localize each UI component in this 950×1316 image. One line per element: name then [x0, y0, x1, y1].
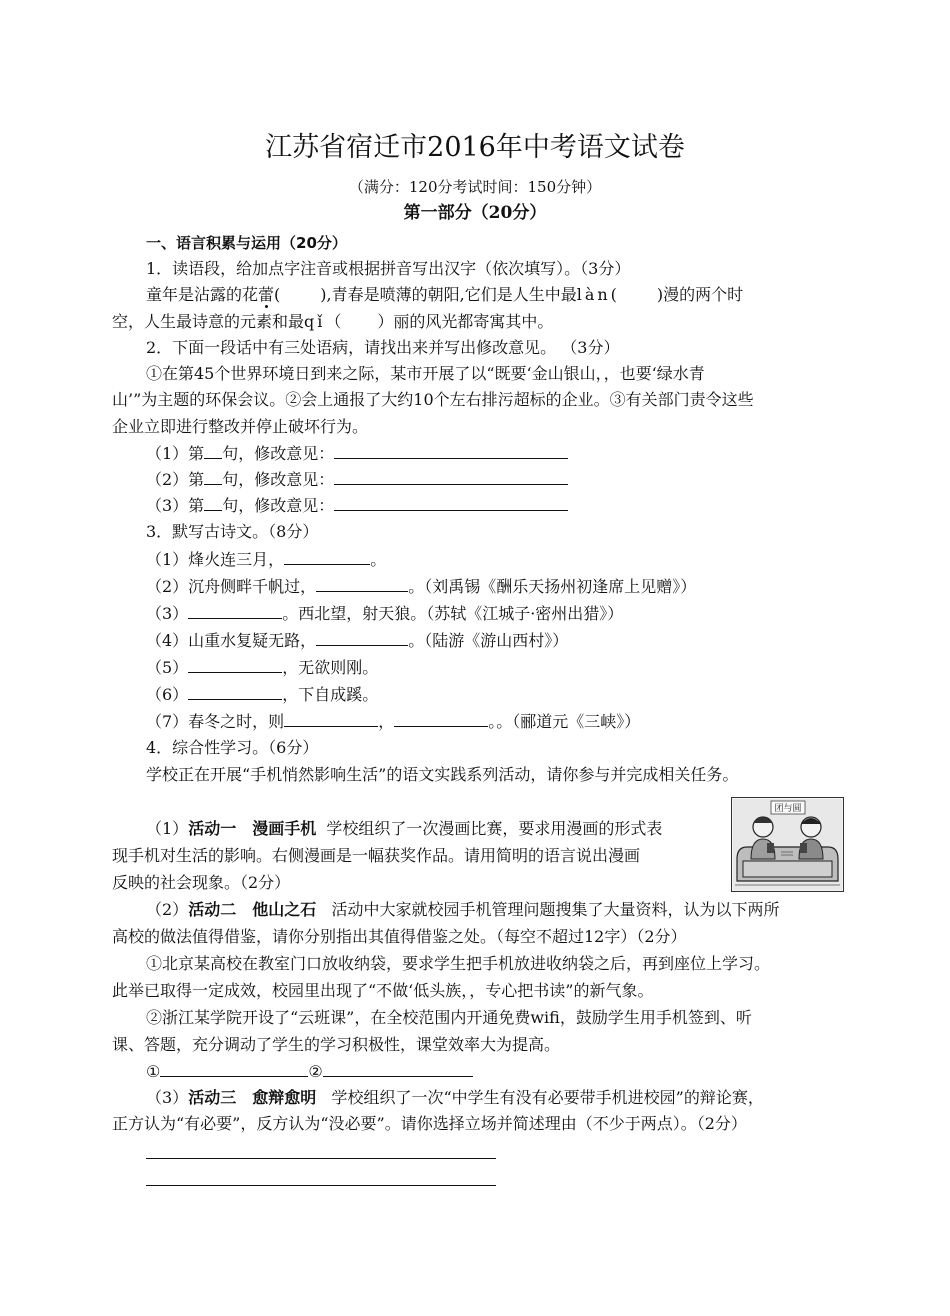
poem-text: ，无欲则刚。	[282, 658, 379, 677]
poem-text: （4）山重水复疑无路，	[146, 631, 317, 650]
poem-text: 。（刘禹锡《酬乐天扬州初逢席上见赠》）	[408, 577, 697, 596]
q3-prompt: 3．默写古诗文。（8分）	[146, 522, 319, 541]
poem-text: ，	[378, 712, 395, 731]
q2-prompt: 2．下面一段话中有三处语病，请找出来并写出修改意见。 （3分）	[146, 338, 620, 357]
poem-blank[interactable]	[394, 710, 488, 727]
activity-2-title: 活动二 他山之石	[188, 900, 317, 919]
revision-blank[interactable]	[334, 468, 568, 485]
q4-intro: 学校正在开展“手机悄然影响生活”的语文实践系列活动，请你参与并完成相关任务。	[146, 765, 739, 784]
answer-blank-2[interactable]	[323, 1060, 473, 1077]
poem-blank[interactable]	[316, 575, 408, 592]
case-2-line1: ②浙江某学院开设了“云班课”，在全校范围内开通免费wifi，鼓励学生用手机签到、听	[146, 1008, 752, 1027]
q1-paren-open: （	[325, 312, 342, 331]
poem-line-2	[146, 575, 696, 598]
sentence-number-blank[interactable]	[204, 442, 222, 459]
section-heading: 一、语言积累与运用（20分）	[146, 234, 347, 252]
poem-text: （7）春冬之时，则	[146, 712, 285, 731]
poem-blank[interactable]	[316, 629, 408, 646]
revision-blank[interactable]	[334, 494, 568, 511]
activity-text: 活动中大家就校园手机管理问题搜集了大量资料，认为以下两所	[331, 900, 780, 919]
q2-para-line: 山’”为主题的环保会议。②会上通报了大约10个左右排污超标的企业。③有关部门责令这些	[112, 390, 754, 409]
poem-text: ，下自成蹊。	[282, 685, 379, 704]
poem-text: （6）	[146, 685, 189, 704]
q1-text: ),青春是喷薄的朝阳,它们是人生中最	[320, 285, 577, 304]
case-2-line2: 课、答题，充分调动了学生的学习积极性，课堂效率大为提高。	[112, 1035, 561, 1054]
poem-line-7	[146, 710, 640, 733]
q1-text-line2	[112, 311, 553, 333]
answer-line[interactable]	[146, 1185, 496, 1186]
q1-paren-open: (	[610, 285, 617, 304]
poem-line-3	[146, 602, 623, 625]
q2-para-line: ①在第45个世界环境日到来之际，某市开展了以“既要‘金山银山，，也要‘绿水青	[146, 364, 705, 383]
case-1-line2: 此举已取得一定成效，校园里出现了“不做‘低头族，，专心把书读”的新气象。	[112, 981, 654, 1000]
poem-text: 。（陆游《游山西村》）	[408, 631, 569, 650]
activity-2-line2: 高校的做法值得借鉴，请你分别指出其值得借鉴之处。（每空不超过12字）（2分）	[112, 927, 687, 946]
poem-line-6	[146, 683, 378, 706]
poem-line-1	[146, 548, 386, 571]
q1-prompt: 1．读语段，给加点字注音或根据拼音写出汉字（依次填写）。（3分）	[146, 259, 631, 278]
q1-text: )漫的两个时	[656, 285, 744, 304]
activity-number: （3）	[146, 1088, 189, 1107]
activity-2-blanks	[146, 1060, 473, 1083]
activity-3-line1	[146, 1087, 764, 1109]
poem-text: 。	[370, 550, 387, 569]
activity-3-line2: 正方认为“有必要”，反方认为“没必要”。请你选择立场并简述理由（不少于两点）。（2分）	[112, 1114, 747, 1133]
q2-item-label: 句，修改意见：	[222, 444, 335, 463]
blank-label: ①	[146, 1062, 161, 1081]
poem-text: （5）	[146, 658, 189, 677]
activity-1-line1	[146, 818, 662, 840]
part-heading: 第一部分（20分）	[403, 203, 547, 223]
revision-blank[interactable]	[334, 442, 568, 459]
answer-line[interactable]	[146, 1158, 496, 1159]
q1-text: 童年是沾露的花	[146, 285, 259, 304]
poem-text: 。西北望，射天狼。（苏轼《江城子·密州出猎》）	[282, 604, 624, 623]
q1-text-line1	[146, 284, 743, 306]
q2-item-2	[146, 468, 568, 491]
poem-text: （2）沉舟侧畔千帆过，	[146, 577, 317, 596]
activity-1-title: 活动一 漫画手机	[188, 819, 317, 838]
activity-text: 学校组织了一次漫画比赛，要求用漫画的形式表	[326, 819, 663, 838]
poem-text: （1）烽火连三月，	[146, 550, 285, 569]
q1-text: ）丽的风光都寄寓其中。	[377, 312, 554, 331]
exam-info: （满分：120分考试时间：150分钟）	[348, 178, 602, 196]
q2-item-label: （1）第	[146, 444, 205, 463]
poem-blank[interactable]	[188, 656, 282, 673]
q2-item-label: （2）第	[146, 470, 205, 489]
activity-3-title: 活动三 愈辩愈明	[188, 1088, 317, 1107]
q2-item-label: 句，修改意见：	[222, 496, 335, 515]
dotted-char: 蕾	[258, 285, 275, 304]
q2-item-label: （3）第	[146, 496, 205, 515]
comic-image	[731, 797, 844, 892]
poem-line-5	[146, 656, 378, 679]
poem-blank[interactable]	[284, 548, 370, 565]
pinyin-2: qǐ	[304, 312, 326, 331]
poem-blank[interactable]	[188, 602, 282, 619]
sentence-number-blank[interactable]	[204, 494, 222, 511]
poem-blank[interactable]	[188, 683, 282, 700]
page-title: 江苏省宿迁市2016年中考语文试卷	[265, 132, 685, 163]
case-1-line1: ①北京某高校在教室门口放收纳袋，要求学生把手机放进收纳袋之后，再到座位上学习。	[146, 954, 771, 973]
q1-text: 空，人生最诗意的元素和最	[112, 312, 305, 331]
activity-1-line2: 现手机对生活的影响。右侧漫画是一幅获奖作品。请用简明的语言说出漫画	[112, 846, 641, 865]
q2-item-3	[146, 494, 568, 517]
poem-text: 。。（郦道元《三峡》）	[488, 712, 641, 731]
q2-item-label: 句，修改意见：	[222, 470, 335, 489]
q1-paren-open: (	[274, 285, 281, 304]
activity-1-line3: 反映的社会现象。（2分）	[112, 873, 291, 892]
answer-blank-1[interactable]	[160, 1060, 308, 1077]
poem-line-4	[146, 629, 568, 652]
activity-number: （1）	[146, 819, 189, 838]
comic-caption: 团与圆	[774, 804, 802, 814]
activity-text: 学校组织了一次“中学生有没有必要带手机进校园”的辩论赛，	[331, 1088, 764, 1107]
blank-label: ②	[308, 1062, 323, 1081]
q4-prompt: 4．综合性学习。（6分）	[146, 738, 319, 757]
q2-para-line: 企业立即进行整改并停止破坏行为。	[112, 417, 369, 436]
q2-item-1	[146, 442, 568, 465]
pinyin-1: làn	[576, 285, 611, 304]
poem-blank[interactable]	[284, 710, 378, 727]
activity-2-line1	[146, 899, 779, 921]
sentence-number-blank[interactable]	[204, 468, 222, 485]
activity-number: （2）	[146, 900, 189, 919]
poem-text: （3）	[146, 604, 189, 623]
